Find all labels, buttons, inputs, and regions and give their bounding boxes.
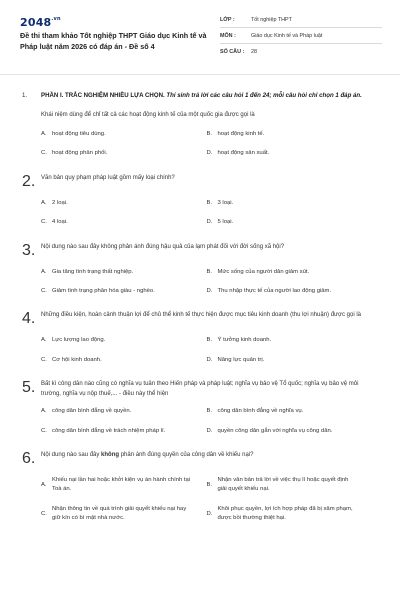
option-d[interactable] (207, 287, 373, 296)
option-text: Lực lượng lao động. (52, 337, 106, 344)
option-text: Nhận văn bản trả lời về việc thụ lí hoặc quyết định giải quyết khiếu nại. (217, 477, 349, 493)
option-c[interactable] (41, 505, 207, 524)
option-c[interactable] (41, 356, 207, 365)
option-text: Cơ hội kinh doanh. (52, 356, 102, 363)
option-letter: D. (206, 427, 213, 434)
question-3 (22, 242, 372, 297)
option-b[interactable] (207, 130, 373, 139)
meta-value: Tốt nghiệp THPT (251, 16, 292, 23)
meta-row-subject (220, 28, 382, 44)
question-text: Nội dung nào sau đây không phản ánh đúng quyền của công dân về khiếu nại? (41, 452, 254, 459)
question-text: Văn bản quy phạm pháp luật gồm mấy loại chính? (41, 174, 175, 181)
meta-key: MÔN : (220, 32, 236, 39)
option-c[interactable] (41, 218, 207, 227)
option-text: Gia tăng tình trạng thất nghiệp. (52, 268, 134, 275)
option-letter: B. (206, 481, 213, 488)
option-a[interactable] (41, 407, 207, 416)
option-text: công dân bình đẳng về quyền. (52, 408, 132, 415)
option-text: hoạt động tiêu dùng. (52, 131, 106, 137)
header-divider (0, 74, 400, 75)
question-4 (22, 310, 372, 365)
option-text: Nhận thông tin về quá trình giải quyết khiếu nại hay giữ kín có bí mật nhà nước. (52, 505, 187, 522)
header (20, 10, 382, 64)
option-letter: D. (206, 510, 213, 517)
question-number: 6. (22, 450, 36, 468)
option-a[interactable] (41, 476, 207, 495)
option-text: hoạt động kinh tế. (217, 131, 265, 137)
question-text: Những điều kiện, hoàn cảnh thuận lợi để chủ thể kinh tế thực hiện được mục tiêu kinh doanh (thu lợi nhuận) được gọi là (41, 312, 361, 319)
option-letter: A. (41, 131, 47, 137)
option-b[interactable] (207, 336, 373, 345)
option-d[interactable] (207, 427, 373, 436)
option-c[interactable] (41, 149, 207, 158)
option-letter: A. (41, 199, 47, 206)
option-text: Ý tưởng kinh doanh. (217, 337, 272, 344)
option-letter: A. (41, 268, 47, 275)
meta-key: SỐ CÂU : (220, 48, 245, 55)
exam-content (22, 91, 372, 538)
option-text: Khiếu nại lần hai hoặc khởi kiện vụ án hành chính tại Toà án. (52, 477, 191, 493)
option-text: Khôi phục quyền, lợi ích hợp pháp đã bị xâm phạm, được bồi thường thiệt hại. (217, 505, 353, 522)
question-text: Nội dung nào sau đây không phản ánh đúng hậu quả của lạm phát đối với đời sống xã hội? (41, 243, 285, 250)
option-a[interactable] (41, 336, 207, 345)
option-letter: C. (41, 219, 47, 226)
option-letter: B. (206, 408, 213, 415)
option-a[interactable] (41, 199, 207, 208)
question-number: 2. (22, 172, 36, 190)
option-text: Mức sống của người dân giảm sút. (217, 268, 310, 275)
question-2 (22, 173, 372, 228)
option-c[interactable] (41, 287, 207, 296)
option-c[interactable] (41, 427, 207, 436)
option-letter: A. (41, 337, 47, 344)
option-letter: D. (206, 288, 213, 295)
option-letter: D. (206, 150, 213, 157)
meta-key: LỚP : (220, 16, 235, 23)
option-d[interactable] (207, 149, 373, 158)
option-text: 2 loại. (52, 199, 68, 206)
option-text: hoạt động phân phối. (52, 150, 108, 157)
option-b[interactable] (207, 199, 373, 208)
option-letter: A. (41, 481, 47, 488)
part-heading (22, 91, 372, 101)
option-text: Giảm tình trạng phân hóa giàu - nghèo. (52, 288, 155, 295)
emphasis-not: không (101, 452, 120, 459)
option-d[interactable] (207, 218, 373, 227)
option-letter: B. (206, 268, 213, 275)
option-b[interactable] (207, 407, 373, 416)
question-text: Bất kì công dân nào cũng có nghĩa vụ tuân theo Hiến pháp và pháp luật; nghĩa vụ bảo vệ Tổ quốc; nghĩa vụ bảo vệ môi trường, nghĩa vụ nộp thuế,... - điều này thể hiện (41, 381, 359, 398)
option-letter: C. (41, 288, 47, 295)
option-text: 3 loại. (217, 199, 234, 206)
option-text: công dân bình đẳng về nghĩa vụ. (217, 408, 304, 415)
option-letter: A. (41, 408, 47, 415)
option-b[interactable] (207, 268, 373, 277)
option-letter: B. (206, 199, 213, 206)
meta-row-class (220, 12, 382, 28)
question-number: 1. (22, 92, 28, 99)
option-text: hoạt động sản xuất. (217, 150, 270, 157)
option-b[interactable] (207, 476, 373, 495)
option-text: 5 loại. (217, 219, 234, 226)
question-6 (22, 450, 372, 524)
option-text: công dân bình đẳng về trách nhiệm pháp lí. (52, 427, 166, 434)
option-letter: C. (41, 510, 47, 517)
option-text: Thu nhập thực tế của người lao động giảm. (217, 288, 332, 295)
option-text: Năng lực quản trị. (217, 356, 265, 363)
option-letter: B. (206, 337, 213, 344)
exam-title: Đề thi tham khảo Tốt nghiệp THPT Giáo dục Kinh tế và Pháp luật năm 2026 có đáp án - Đề số 4 (20, 31, 207, 51)
question-text: Khái niệm dùng để chỉ tất cả các hoạt động kinh tế của một quốc gia được gọi là (41, 112, 255, 118)
option-a[interactable] (41, 130, 207, 139)
option-letter: B. (206, 131, 213, 137)
option-a[interactable] (41, 268, 207, 277)
option-letter: C. (41, 356, 47, 363)
question-number: 3. (22, 241, 36, 259)
option-text: quyền công dân gắn với nghĩa vụ công dân. (217, 427, 333, 434)
meta-value: Giáo dục Kinh tế và Pháp luật (251, 32, 323, 39)
part-title: PHẦN I. TRẮC NGHIỆM NHIỀU LỰA CHỌN. (41, 92, 165, 99)
question-number: 4. (22, 310, 36, 328)
site-logo[interactable]: $2048^{.vn}$ (20, 16, 61, 29)
question-1 (22, 110, 372, 159)
option-d[interactable] (207, 356, 373, 365)
option-letter: D. (206, 219, 213, 226)
option-letter: C. (41, 150, 47, 157)
meta-row-count (220, 44, 382, 59)
exam-meta (220, 12, 382, 59)
option-letter: C. (41, 427, 47, 434)
question-number: 5. (22, 379, 36, 397)
option-d[interactable] (207, 505, 373, 524)
part-instructions: Thí sinh trả lời các câu hỏi 1 đến 24; mỗi câu hỏi chỉ chọn 1 đáp án. (166, 92, 362, 99)
meta-value: 28 (251, 48, 257, 55)
question-5 (22, 379, 372, 436)
option-text: 4 loại. (52, 219, 68, 226)
option-letter: D. (206, 356, 213, 363)
